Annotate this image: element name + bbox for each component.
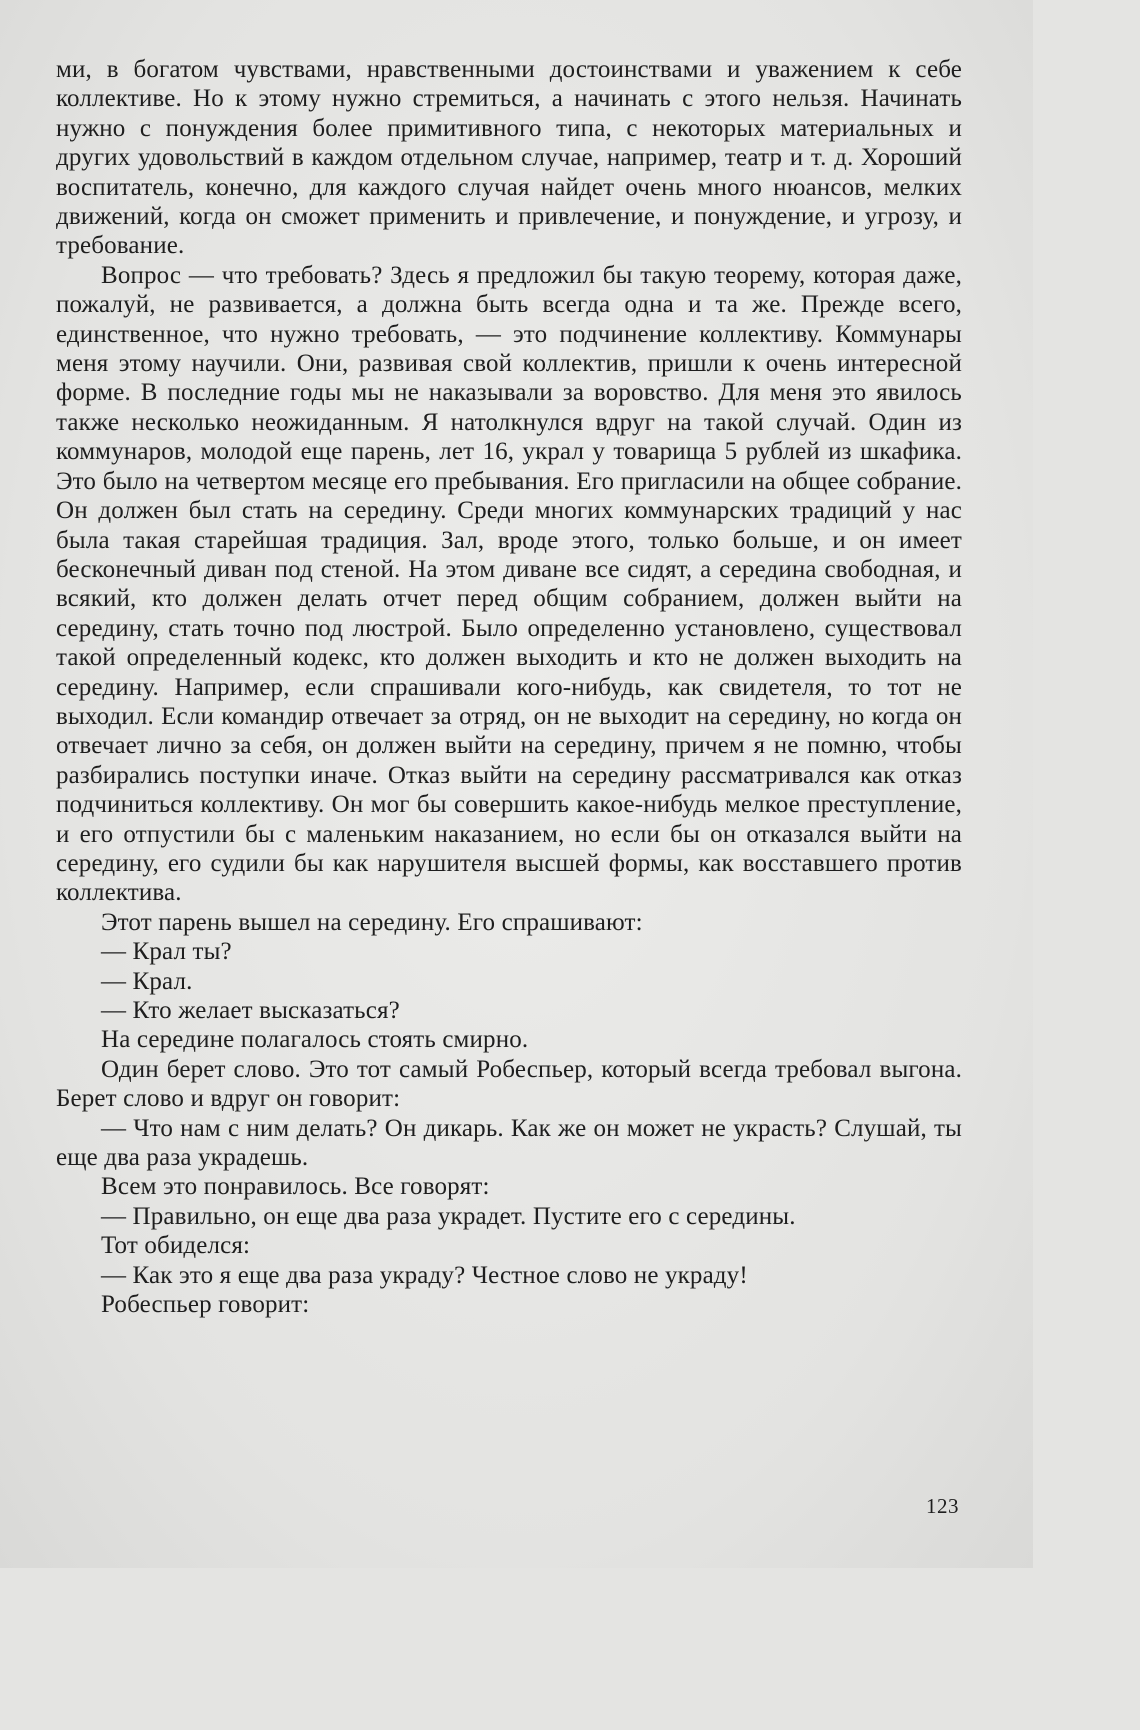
dialogue-line: — Крал ты? <box>101 938 232 966</box>
paragraph: Тот обиделся: <box>101 1232 251 1260</box>
dialogue-line: — Что нам с ним делать? Он дикарь. Как же он может не украсть? Слушай, ты еще два раза украдешь. <box>56 1114 962 1172</box>
paragraph: Робеспьер говорит: <box>101 1291 310 1319</box>
dialogue-line: — Правильно, он еще два раза украдет. Пустите его с середины. <box>101 1202 796 1230</box>
dialogue-line: — Как это я еще два раза украду? Честное слово не украду! <box>101 1261 748 1289</box>
body-text <box>56 55 962 1319</box>
paragraph: На середине полагалось стоять смирно. <box>101 1026 529 1054</box>
paragraph: Этот парень вышел на середину. Его спрашивают: <box>101 908 643 936</box>
paragraph: ми, в богатом чувствами, нравственными достоинствами и уважением к себе коллективе. Но к этому нужно стремиться, а начинать с этого нельзя. Начинать нужно с понуждения более примитивного типа, с некоторых материальных и других удовольствий в каждом отдельном случае, например, театр и т. д. Хороший воспитатель, конечно, для каждого случая найдет очень много нюансов, мелких движений, когда он сможет применить и привлечение, и понуждение, и угрозу, и требование. <box>56 56 962 260</box>
page-number: 123 <box>926 1494 959 1518</box>
paragraph: Всем это понравилось. Все говорят: <box>101 1173 490 1201</box>
paragraph: Вопрос — что требовать? Здесь я предложил бы такую теорему, которая даже, пожалуй, не развивается, а должна быть всегда одна и та же. Прежде всего, единственное, что нужно требовать, — это подчинение коллективу. Коммунары меня этому научили. Они, развивая свой коллектив, пришли к очень интересной форме. В последние годы мы не наказывали за воровство. Для меня это явилось также несколько неожиданным. Я натолкнулся вдруг на такой случай. Один из коммунаров, молодой еще парень, лет 16, украл у товарища 5 рублей из шкафика. Это было на четвертом месяце его пребывания. Его пригласили на общее собрание. Он должен был стать на середину. Среди многих коммунарских традиций у нас была такая старейшая традиция. Зал, вроде этого, только больше, и он имеет бесконечный диван под стеной. На этом диване все сидят, а середина свободная, и всякий, кто должен делать отчет перед общим собранием, должен выйти на середину, стать точно под люстрой. Было определенно установлено, существовал такой определенный кодекс, кто должен выходить и кто не должен выходить на середину. Например, если спрашивали кого-нибудь, как свидетеля, то тот не выходил. Если командир отвечает за отряд, он не выходит на середину, но когда он отвечает лично за себя, он должен выйти на середину, причем я не помню, чтобы разбирались поступки иначе. Отказ выйти на середину рассматривался как отказ подчиниться коллективу. Он мог бы совершить какое-нибудь мелкое преступление, и его отпустили бы с маленьким наказанием, но если бы он отказался выйти на середину, его судили бы как нарушителя высшей формы, как восставшего против коллектива. <box>56 261 962 907</box>
dialogue-line: — Крал. <box>101 967 193 995</box>
dialogue-line: — Кто желает высказаться? <box>101 997 400 1024</box>
paragraph: Один берет слово. Это тот самый Робеспьер, который всегда требовал выгона. Берет слово и вдруг он говорит: <box>56 1055 962 1113</box>
